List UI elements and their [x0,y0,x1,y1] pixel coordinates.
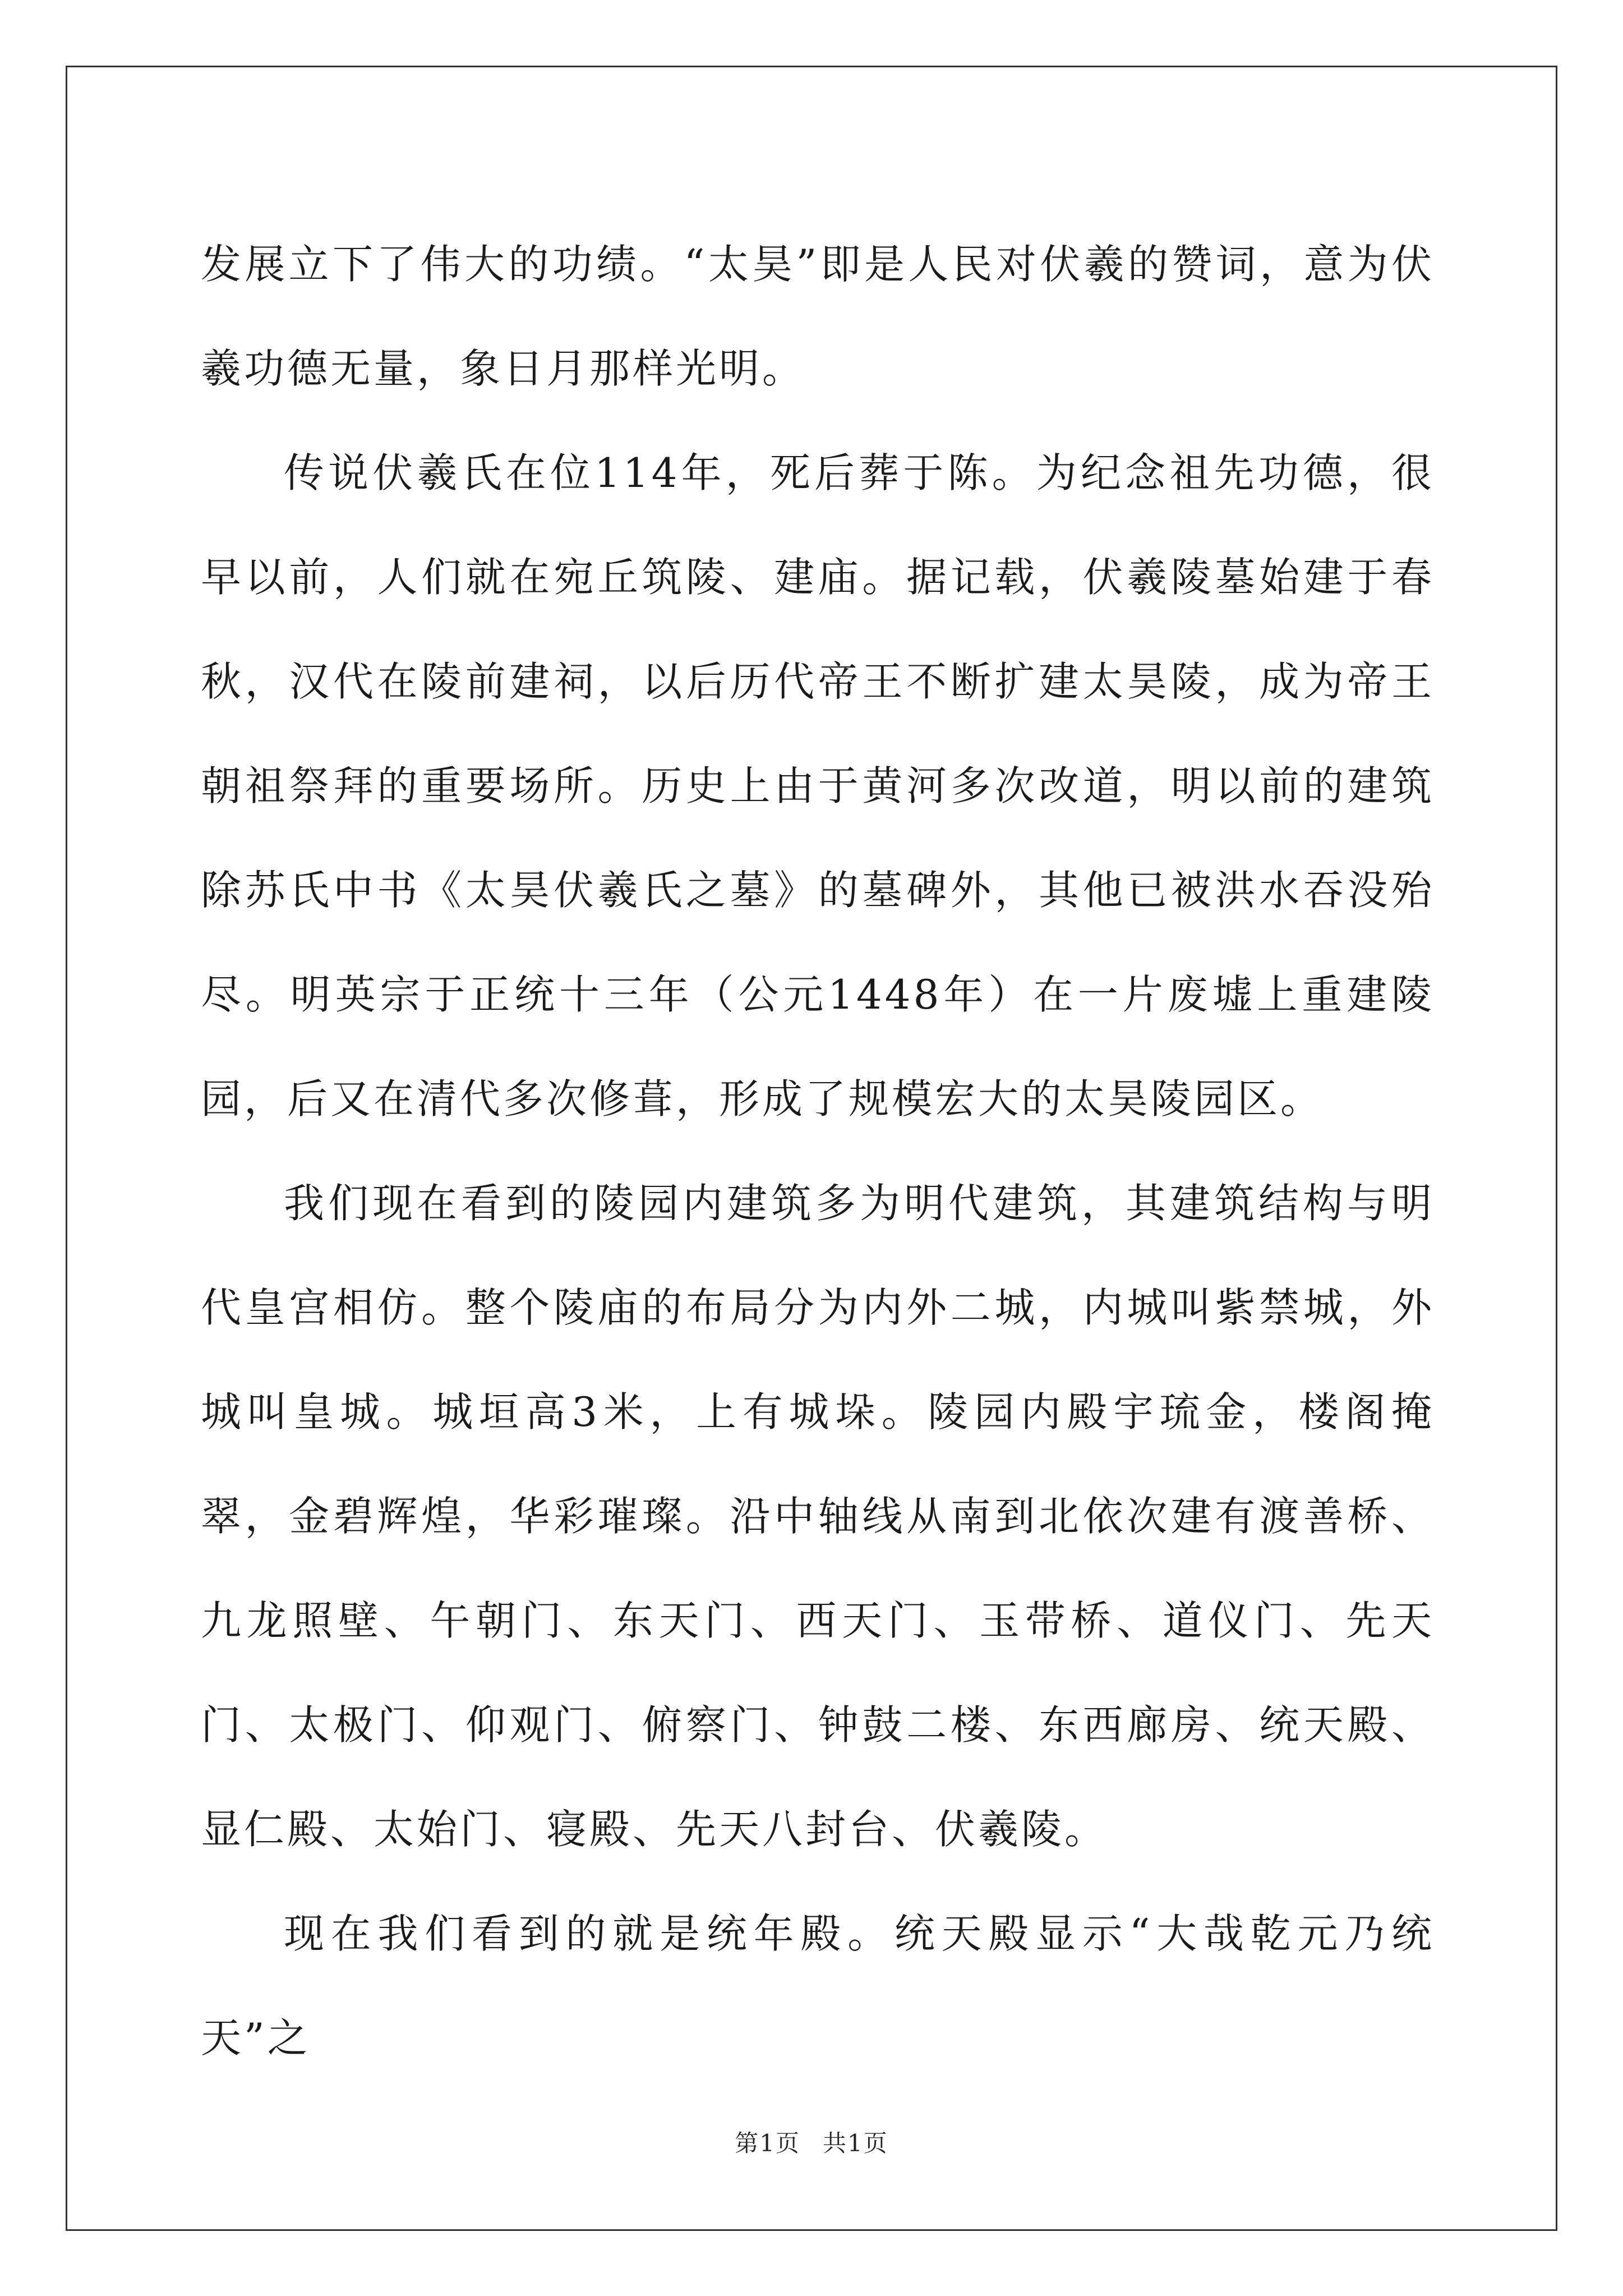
page-number: 第1页 [735,2129,800,2157]
page-footer [0,2125,1623,2159]
document-body [201,212,1435,2090]
page-total: 共1页 [823,2129,888,2157]
paragraph: 现在我们看到的就是统年殿。统天殿显示“大哉乾元乃统天”之 [201,1910,1435,2062]
paragraph: 发展立下了伟大的功绩。“太昊”即是人民对伏羲的赞词，意为伏羲功德无量，象日月那样光明。 [201,241,1435,392]
paragraph: 传说伏羲氏在位114年，死后葬于陈。为纪念祖先功德，很早以前，人们就在宛丘筑陵、建庙。据记载，伏羲陵墓始建于春秋，汉代在陵前建祠，以后历代帝王不断扩建太昊陵，成为帝王朝祖祭拜的重要场所。历史上由于黄河多次改道，明以前的建筑除苏氏中书《太昊伏羲氏之墓》的墓碑外，其他已被洪水吞没殆尽。明英宗于正统十三年（公元1448年）在一片废墟上重建陵园，后又在清代多次修葺，形成了规模宏大的太昊陵园区。 [201,449,1435,1122]
paragraph: 我们现在看到的陵园内建筑多为明代建筑，其建筑结构与明代皇宫相仿。整个陵庙的布局分为内外二城，内城叫紫禁城，外城叫皇城。城垣高3米，上有城垛。陵园内殿宇琉金，楼阁掩翠，金碧辉煌，华彩璀璨。沿中轴线从南到北依次建有渡善桥、九龙照壁、午朝门、东天门、西天门、玉带桥、道仪门、先天门、太极门、仰观门、俯察门、钟鼓二楼、东西廊房、统天殿、显仁殿、太始门、寝殿、先天八封台、伏羲陵。 [201,1180,1435,1853]
